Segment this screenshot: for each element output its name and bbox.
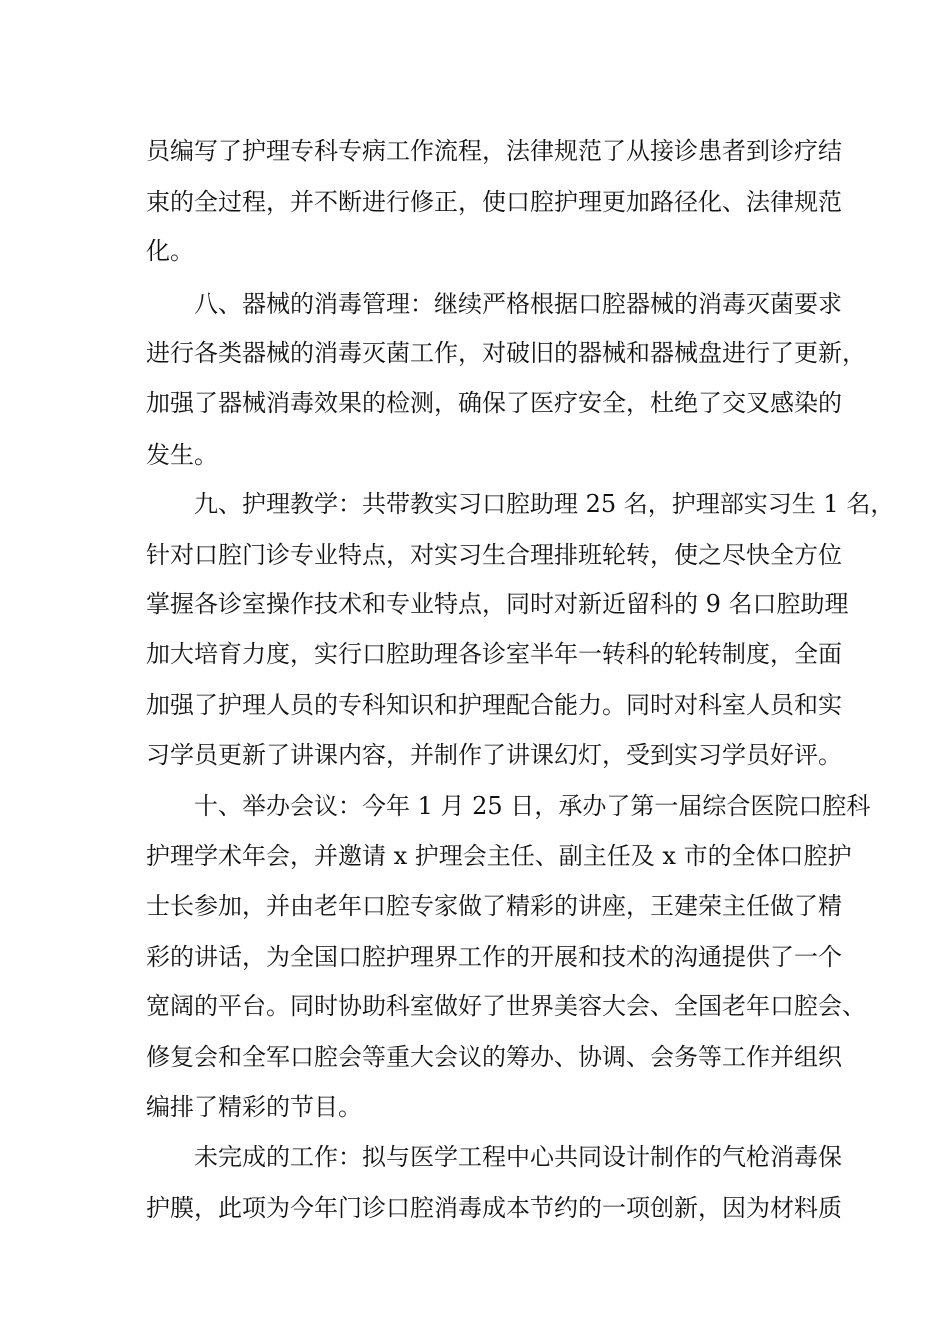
text-line: 士长参加，并由老年口腔专家做了精彩的讲座，王建荣主任做了精 bbox=[146, 892, 842, 920]
text-line: 宽阔的平台。同时协助科室做好了世界美容大会、全国老年口腔会、 bbox=[146, 992, 866, 1020]
text-line: 习学员更新了讲课内容，并制作了讲课幻灯，受到实习学员好评。 bbox=[146, 741, 842, 769]
paragraph-start-line: 未完成的工作：拟与医学工程中心共同设计制作的气枪消毒保 bbox=[194, 1143, 842, 1171]
text-line: 掌握各诊室操作技术和专业特点，同时对新近留科的 9 名口腔助理 bbox=[146, 590, 849, 618]
text-line: 彩的讲话，为全国口腔护理界工作的开展和技术的沟通提供了一个 bbox=[146, 943, 842, 971]
text-line: 护膜，此项为今年门诊口腔消毒成本节约的一项创新，因为材料质 bbox=[146, 1194, 842, 1222]
text-line: 加强了器械消毒效果的检测，确保了医疗安全，杜绝了交叉感染的 bbox=[146, 389, 842, 417]
text-line: 修复会和全军口腔会等重大会议的筹办、协调、会务等工作并组织 bbox=[146, 1043, 842, 1071]
text-line: 编排了精彩的节目。 bbox=[146, 1093, 362, 1121]
paragraph-start-line: 八、器械的消毒管理：继续严格根据口腔器械的消毒灭菌要求 bbox=[194, 290, 842, 318]
paragraph-start-line: 十、举办会议：今年 1 月 25 日，承办了第一届综合医院口腔科 bbox=[194, 792, 871, 820]
text-line: 员编写了护理专科专病工作流程，法律规范了从接诊患者到诊疗结 bbox=[146, 137, 842, 165]
text-line: 化。 bbox=[146, 237, 194, 265]
text-line: 加大培育力度，实行口腔助理各诊室半年一转科的轮转制度，全面 bbox=[146, 640, 842, 668]
text-line: 发生。 bbox=[146, 441, 218, 469]
paragraph-start-line: 九、护理教学：共带教实习口腔助理 25 名，护理部实习生 1 名， bbox=[194, 490, 895, 518]
text-line: 束的全过程，并不断进行修正，使口腔护理更加路径化、法律规范 bbox=[146, 188, 842, 216]
text-line: 针对口腔门诊专业特点，对实习生合理排班轮转，使之尽快全方位 bbox=[146, 541, 842, 569]
text-line: 进行各类器械的消毒灭菌工作，对破旧的器械和器械盘进行了更新， bbox=[146, 339, 866, 367]
text-line: 护理学术年会，并邀请 x 护理会主任、副主任及 x 市的全体口腔护 bbox=[146, 842, 852, 870]
text-line: 加强了护理人员的专科知识和护理配合能力。同时对科室人员和实 bbox=[146, 691, 842, 719]
